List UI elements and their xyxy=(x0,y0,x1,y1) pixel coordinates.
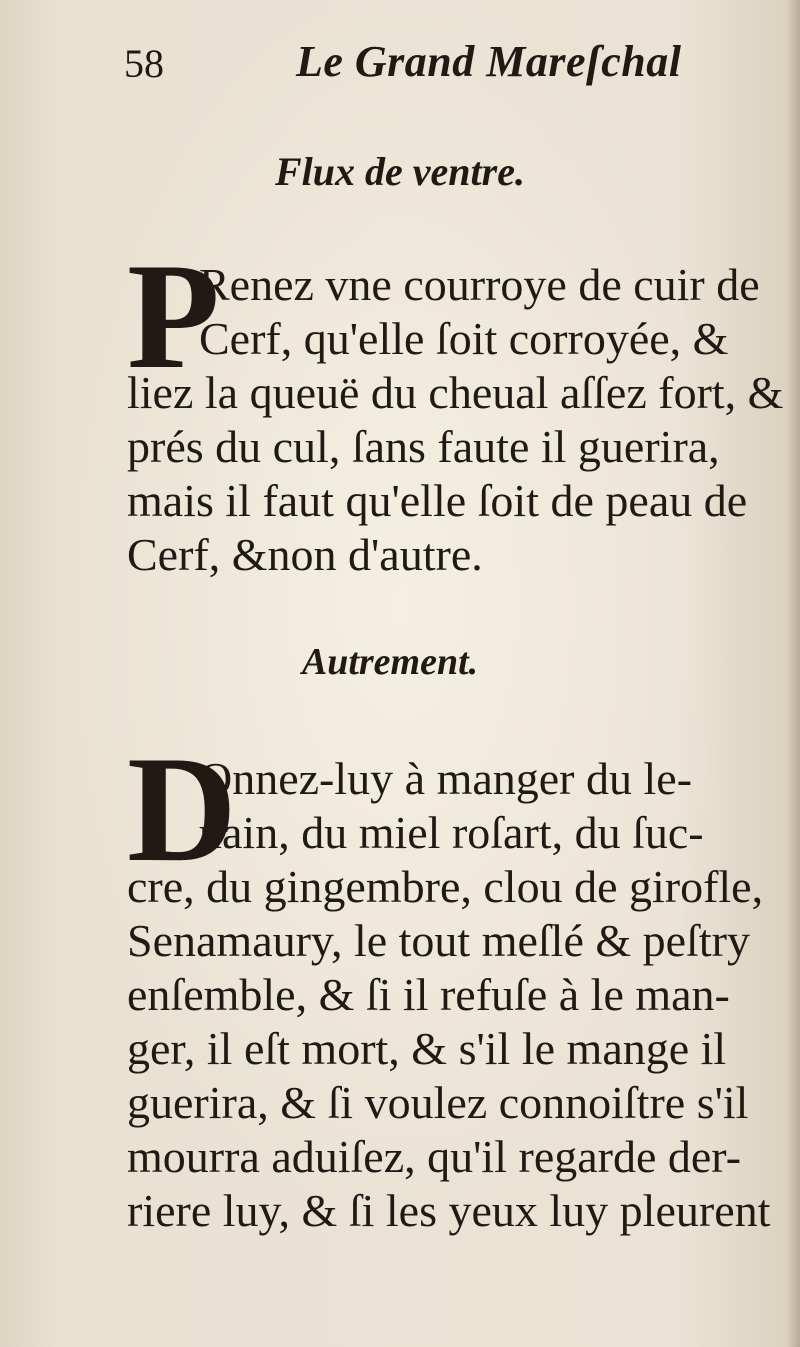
text-line: Senamaury, le tout meſlé & peſtry xyxy=(127,915,750,966)
text-line: mais il faut qu'elle ſoit de peau de xyxy=(127,475,748,526)
text-line: ger, il eſt mort, & s'il le mange il xyxy=(127,1023,727,1074)
text-line: riere luy, & ſi les yeux luy pleurent xyxy=(127,1185,771,1236)
text-line: liez la queuë du cheual aſſez fort, & xyxy=(127,367,784,418)
text-line: mourra aduiſez, qu'il regarde der- xyxy=(127,1131,742,1182)
page-number: 58 xyxy=(124,41,164,86)
running-title: Le Grand Mareſchal xyxy=(296,37,682,86)
page-header xyxy=(0,36,800,96)
text-line: enſemble, & ſi il refuſe à le man- xyxy=(127,969,730,1020)
text-line: prés du cul, ſans faute il guerira, xyxy=(127,421,720,472)
section-title-autrement: Autrement. xyxy=(301,641,479,683)
text-line: Cerf, &non d'autre. xyxy=(127,529,483,580)
text-line: Renez vne courroye de cuir de xyxy=(199,259,760,310)
text-line: Onnez-luy à manger du le- xyxy=(199,753,693,804)
text-line: Cerf, qu'elle ſoit corroyée, & xyxy=(199,313,729,364)
text-line: cre, du gingembre, clou de girofle, xyxy=(127,861,764,912)
paragraph-autrement xyxy=(127,752,787,1238)
drop-cap-d: D xyxy=(127,725,237,893)
text-line: guerira, & ſi voulez connoiſtre s'il xyxy=(127,1077,749,1128)
section-title-flux: Flux de ventre. xyxy=(275,149,525,194)
drop-cap-p: P xyxy=(127,232,220,400)
text-line: uain, du miel roſart, du ſuc- xyxy=(199,807,704,858)
paragraph-flux xyxy=(127,258,787,582)
